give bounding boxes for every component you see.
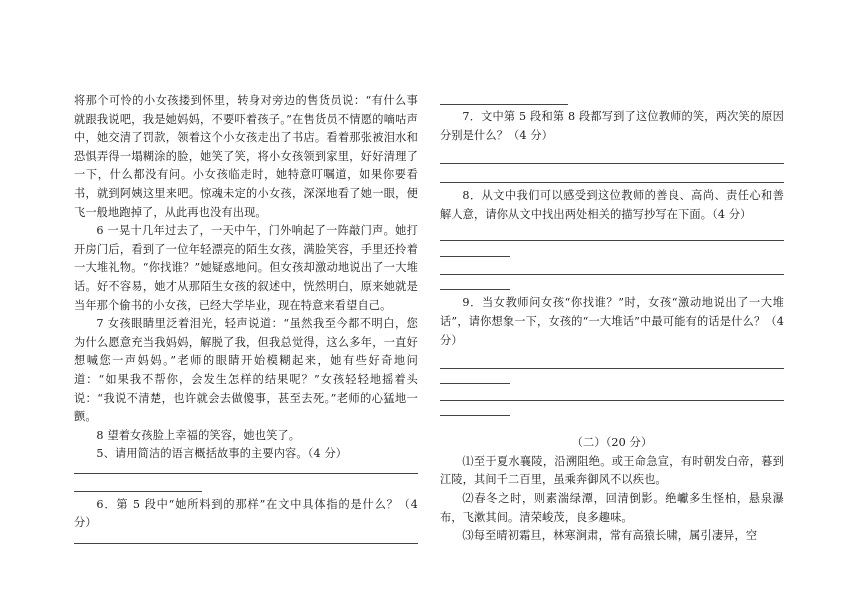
- answer-line-q8-3[interactable]: [440, 274, 784, 275]
- answer-line-q7-1[interactable]: [440, 163, 784, 164]
- answer-line-q6-1[interactable]: [74, 543, 418, 544]
- section-title: （二）（20 分）: [571, 436, 653, 450]
- answer-line-q8-2[interactable]: [440, 256, 510, 257]
- answer-line-q9-4[interactable]: [440, 415, 510, 416]
- question-5: 5、请用简洁的语言概括故事的主要内容。（4 分）: [96, 447, 348, 461]
- answer-line-q8-4[interactable]: [440, 289, 510, 290]
- answer-line-q9-3[interactable]: [440, 400, 784, 401]
- answer-line-q5-2[interactable]: [74, 491, 202, 492]
- question-8: 8．从文中我们可以感受到这位教师的善良、高尚、责任心和善解人意，请你从文中找出两处相关的描写抄写在下面。（4 分）: [440, 189, 784, 221]
- classical-paragraph-3: ⑶每至晴初霜旦，林寒涧肃，常有高猿长啸，属引凄异，空: [462, 529, 758, 543]
- classical-paragraph-1: ⑴至于夏水襄陵，沿溯阻绝。或王命急宣，有时朝发白帝，暮到江陵，其间千二百里，虽乘奔御风不以疾也。: [440, 454, 784, 487]
- story-paragraph-7: 7 女孩眼睛里泛着泪光，轻声说道：“虽然我至今都不明白，您为什么愿意充当我妈妈，解脱了我，但我总觉得，这么多年，一直好想喊您一声妈妈。”老师的眼睛开始模糊起来，她有些好奇地问道：“如果我不帮你，会发生怎样的结果呢？”女孩轻轻地摇着头说：“我说不清楚，也许就会去做傻事，甚至去死。”老师的心猛地一颤。: [74, 317, 418, 424]
- answer-line-q9-1[interactable]: [440, 368, 784, 369]
- question-9: 9．当女教师问女孩“你找谁？”时，女孩“激动地说出了一大堆话”，请你想象一下，女孩的“一大堆话”中最可能有的话是什么？（4 分）: [440, 296, 784, 347]
- answer-line-q9-2[interactable]: [440, 383, 510, 384]
- right-column: [440, 92, 784, 546]
- story-paragraph-6: 6 一晃十几年过去了，一天中午，门外响起了一阵敲门声。她打开房门后，看到了一位年轻漂亮的陌生女孩，满脸笑容，手里还拎着一大堆礼物。“你找谁？”她疑惑地问。但女孩却激动地说出了一大堆话。好不容易，她才从那陌生女孩的叙述中，恍然明白，原来她就是当年那个偷书的小女孩，已经大学毕业，现在特意来看望自己。: [74, 224, 418, 312]
- story-paragraph-8: 8 望着女孩脸上幸福的笑容，她也笑了。: [96, 428, 301, 442]
- answer-line-q7-2[interactable]: [440, 182, 784, 183]
- classical-paragraph-2: ⑵春冬之时，则素湍绿潭，回清倒影。绝巘多生怪柏，悬泉瀑布，飞漱其间。清荣峻茂，良多趣味。: [440, 491, 784, 524]
- story-paragraph-4: 将那个可怜的小女孩搂到怀里，转身对旁边的售货员说：“有什么事就跟我说吧，我是她妈妈，不要吓着孩子。”在售货员不情愿的嘀咕声中，她交清了罚款，领着这个小女孩走出了书店。看着那张被泪水和恐惧弄得一塌糊涂的脸，她笑了笑，将小女孩领到家里，好好清理了一下，什么都没有问。小女孩临走时，她特意叮嘱道，如果你要看书，就到阿姨这里来吧。惊魂未定的小女孩，深深地看了她一眼，便飞一般地跑掉了，从此再也没有出现。: [74, 94, 418, 219]
- question-7: 7．文中第 5 段和第 8 段都写到了这位教师的笑，两次笑的原因分别是什么？（4 分）: [440, 110, 784, 142]
- answer-line-q8-1[interactable]: [440, 240, 784, 241]
- left-column: [74, 92, 418, 544]
- question-6: 6．第 5 段中“她所料到的那样”在文中具体指的是什么？（4 分）: [74, 497, 418, 530]
- answer-line-q6-2[interactable]: [440, 104, 568, 105]
- answer-line-q5-1[interactable]: [74, 473, 418, 474]
